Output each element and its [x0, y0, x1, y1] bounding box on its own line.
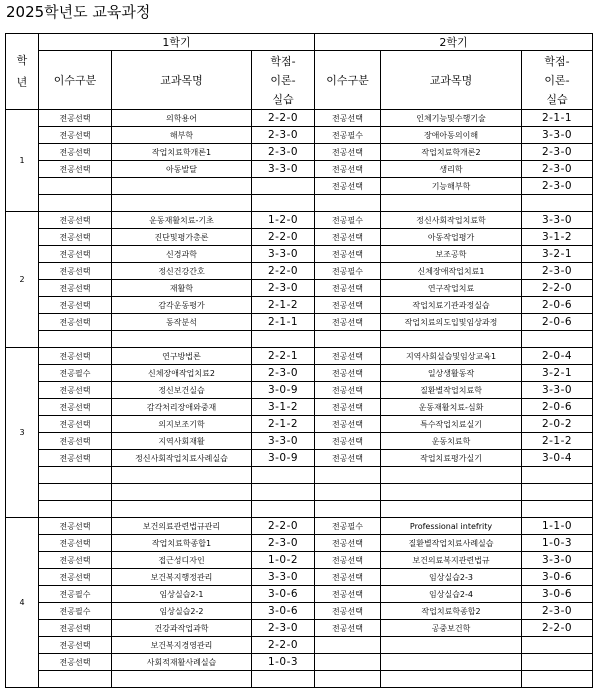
sem2-credit-cell	[522, 484, 593, 501]
table-row	[6, 110, 593, 127]
sem2-credit-cell	[522, 331, 593, 348]
sem2-type-cell: 전공선택	[315, 569, 381, 586]
sem1-type-cell: 전공선택	[39, 314, 112, 331]
sem1-type-cell: 전공선택	[39, 518, 112, 535]
sem2-credit-cell: 3-0-4	[522, 450, 593, 467]
sem1-credit-cell	[252, 195, 315, 212]
sem1-course-cell: 감각처리장애와중재	[112, 399, 252, 416]
sem1-type-cell: 전공선택	[39, 399, 112, 416]
sem1-credit-cell: 2-2-0	[252, 518, 315, 535]
sem1-type-cell	[39, 501, 112, 518]
sem2-course-cell: 작업치료학개론2	[381, 144, 522, 161]
sem2-course-cell: 정신사회작업치료학	[381, 212, 522, 229]
sem1-type-cell: 전공선택	[39, 246, 112, 263]
sem2-course-cell	[381, 484, 522, 501]
sem1-type-cell	[39, 484, 112, 501]
sem2-type-cell: 전공선택	[315, 450, 381, 467]
sem2-course-cell: 보조공학	[381, 246, 522, 263]
sem1-course-cell: 운동재활치료-기초	[112, 212, 252, 229]
year-cell: 4	[6, 518, 39, 688]
sem2-course-cell: 연구작업치료	[381, 280, 522, 297]
sem2-type-cell: 전공선택	[315, 297, 381, 314]
sem2-credit-cell: 2-1-2	[522, 433, 593, 450]
sem2-type-cell: 전공선택	[315, 246, 381, 263]
sem2-course-cell	[381, 637, 522, 654]
sem2-type-cell	[315, 331, 381, 348]
sem2-credit-cell	[522, 501, 593, 518]
sem1-credit-cell	[252, 501, 315, 518]
sem2-credit-cell: 3-0-6	[522, 569, 593, 586]
sem2-credit-cell: 2-0-6	[522, 314, 593, 331]
table-row	[6, 586, 593, 603]
sem1-credit-cell: 2-3-0	[252, 365, 315, 382]
sem2-type-cell: 전공선택	[315, 229, 381, 246]
table-row	[6, 127, 593, 144]
sem1-type-cell: 전공필수	[39, 365, 112, 382]
sem2-credit-cell: 1-0-3	[522, 535, 593, 552]
semester2-header: 2학기	[315, 34, 593, 51]
sem2-course-cell: 작업치료기관과정실습	[381, 297, 522, 314]
table-row	[6, 297, 593, 314]
sem1-credit-cell: 2-2-0	[252, 110, 315, 127]
table-row	[6, 654, 593, 671]
sem1-course-cell: 정신사회작업치료사례실습	[112, 450, 252, 467]
sem2-credit-cell: 3-3-0	[522, 552, 593, 569]
table-row	[6, 331, 593, 348]
sem1-type-cell: 전공선택	[39, 212, 112, 229]
sem2-type-cell: 전공필수	[315, 127, 381, 144]
table-row	[6, 314, 593, 331]
sem2-type-cell: 전공선택	[315, 416, 381, 433]
sem2-course-cell	[381, 654, 522, 671]
sem1-type-cell: 전공필수	[39, 586, 112, 603]
sem2-type-cell: 전공선택	[315, 161, 381, 178]
table-row	[6, 365, 593, 382]
sem1-course-cell: 보건복지행정관리	[112, 569, 252, 586]
sem1-credit-header: 학점- 이론- 실습	[252, 51, 315, 110]
sem2-type-cell	[315, 501, 381, 518]
sem1-course-cell: 작업치료학종합1	[112, 535, 252, 552]
page-title: 2025학년도 교육과정	[6, 3, 151, 21]
table-row	[6, 569, 593, 586]
sem2-course-cell: 임상실습2-3	[381, 569, 522, 586]
sem2-type-cell: 전공필수	[315, 212, 381, 229]
sem1-course-cell: 동작분석	[112, 314, 252, 331]
sem2-credit-cell: 2-1-1	[522, 110, 593, 127]
sem1-credit-cell	[252, 178, 315, 195]
sem2-credit-cell	[522, 467, 593, 484]
sem2-course-cell: 작업치료의도입및임상과정	[381, 314, 522, 331]
sem1-credit-cell: 2-1-1	[252, 314, 315, 331]
sem2-credit-cell: 2-0-4	[522, 348, 593, 365]
sem1-credit-cell: 2-3-0	[252, 620, 315, 637]
sem1-course-cell	[112, 467, 252, 484]
table-row	[6, 416, 593, 433]
sem1-credit-cell	[252, 484, 315, 501]
year-header: 학 년	[6, 34, 39, 110]
sem1-credit-cell: 2-2-0	[252, 637, 315, 654]
sem1-type-cell: 전공선택	[39, 144, 112, 161]
sem2-credit-cell: 2-3-0	[522, 263, 593, 280]
sem2-type-cell: 전공선택	[315, 144, 381, 161]
curriculum-body	[6, 110, 593, 688]
table-row	[6, 263, 593, 280]
sem2-credit-cell: 3-3-0	[522, 382, 593, 399]
sem1-type-cell	[39, 178, 112, 195]
sem1-credit-cell: 3-0-9	[252, 382, 315, 399]
sem2-type-cell: 전공선택	[315, 399, 381, 416]
sem2-credit-cell: 2-3-0	[522, 178, 593, 195]
sem1-credit-cell: 2-1-2	[252, 416, 315, 433]
sem2-type-cell: 전공선택	[315, 178, 381, 195]
sem2-course-cell: 신체장애작업치료1	[381, 263, 522, 280]
sem2-type-cell	[315, 195, 381, 212]
sem2-type-cell: 전공선택	[315, 382, 381, 399]
sem1-credit-cell	[252, 467, 315, 484]
sem1-course-cell: 정신보건실습	[112, 382, 252, 399]
sem1-type-cell: 전공선택	[39, 552, 112, 569]
sem1-type-cell: 전공선택	[39, 110, 112, 127]
sem1-type-cell: 전공선택	[39, 263, 112, 280]
sem1-credit-cell: 3-3-0	[252, 161, 315, 178]
sem2-type-cell: 전공선택	[315, 110, 381, 127]
sem1-course-cell: 접근성디자인	[112, 552, 252, 569]
sem1-course-cell: 재활학	[112, 280, 252, 297]
sem1-credit-cell: 3-0-9	[252, 450, 315, 467]
sem2-credit-cell	[522, 195, 593, 212]
sem1-credit-cell: 2-3-0	[252, 535, 315, 552]
sem1-credit-cell: 2-2-0	[252, 263, 315, 280]
sem2-course-cell: 지역사회실습및임상교육1	[381, 348, 522, 365]
sem2-course-cell: 임상실습2-4	[381, 586, 522, 603]
table-row	[6, 450, 593, 467]
sem1-course-cell: 사회적재활사례실습	[112, 654, 252, 671]
sem1-credit-cell: 1-0-2	[252, 552, 315, 569]
sem2-credit-cell	[522, 654, 593, 671]
year-cell: 1	[6, 110, 39, 212]
sem2-type-cell: 전공필수	[315, 263, 381, 280]
sem1-type-cell: 전공선택	[39, 569, 112, 586]
sem2-type-cell: 전공선택	[315, 433, 381, 450]
sem2-credit-cell: 2-2-0	[522, 620, 593, 637]
table-row	[6, 603, 593, 620]
table-row	[6, 161, 593, 178]
sem2-course-cell: 일상생활동작	[381, 365, 522, 382]
sem2-type-cell: 전공선택	[315, 586, 381, 603]
sem2-type-cell	[315, 654, 381, 671]
sem2-course-cell: 질환별작업치료학	[381, 382, 522, 399]
sem1-course-cell: 보건의료관련법규관리	[112, 518, 252, 535]
sem1-type-cell: 전공선택	[39, 433, 112, 450]
sem2-course-cell	[381, 467, 522, 484]
sem1-course-cell: 감각운동평가	[112, 297, 252, 314]
table-row	[6, 467, 593, 484]
sem2-course-header: 교과목명	[381, 51, 522, 110]
sem1-type-cell	[39, 671, 112, 688]
sem1-credit-cell: 3-1-2	[252, 399, 315, 416]
sem2-type-cell: 전공선택	[315, 348, 381, 365]
sem2-credit-cell: 3-3-0	[522, 127, 593, 144]
year-cell: 2	[6, 212, 39, 348]
sem2-course-cell	[381, 671, 522, 688]
sem2-course-cell: 특수작업치료실기	[381, 416, 522, 433]
table-row	[6, 535, 593, 552]
sem1-course-cell	[112, 484, 252, 501]
table-row	[6, 178, 593, 195]
table-row	[6, 637, 593, 654]
sem1-course-cell: 임상실습2-2	[112, 603, 252, 620]
table-row	[6, 484, 593, 501]
sem2-course-cell: 질환별작업치료사례실습	[381, 535, 522, 552]
sem2-type-cell: 전공선택	[315, 603, 381, 620]
sem1-course-cell: 신체장애작업치료2	[112, 365, 252, 382]
sem2-credit-cell	[522, 637, 593, 654]
sem1-type-cell: 전공선택	[39, 637, 112, 654]
sem1-type-cell: 전공선택	[39, 620, 112, 637]
sem2-type-cell	[315, 637, 381, 654]
sem1-course-cell: 해부학	[112, 127, 252, 144]
sem1-credit-cell: 3-3-0	[252, 433, 315, 450]
sem1-course-cell: 건강과작업과학	[112, 620, 252, 637]
sem2-credit-cell	[522, 671, 593, 688]
sem1-type-cell: 전공선택	[39, 654, 112, 671]
sem2-course-cell	[381, 501, 522, 518]
sem2-course-cell: 인체기능및수행기술	[381, 110, 522, 127]
sem1-credit-cell	[252, 331, 315, 348]
sem2-type-cell: 전공필수	[315, 518, 381, 535]
sem1-type-cell: 전공선택	[39, 127, 112, 144]
table-row	[6, 229, 593, 246]
sem2-credit-cell: 2-3-0	[522, 161, 593, 178]
sem2-credit-cell: 3-1-2	[522, 229, 593, 246]
sem1-type-cell: 전공선택	[39, 280, 112, 297]
sem1-credit-cell: 2-1-2	[252, 297, 315, 314]
sem1-credit-cell: 2-2-1	[252, 348, 315, 365]
sem2-credit-cell: 3-2-1	[522, 365, 593, 382]
sem2-credit-cell: 2-0-2	[522, 416, 593, 433]
table-row	[6, 348, 593, 365]
sem1-type-cell: 전공선택	[39, 297, 112, 314]
sem2-course-cell: Professional intefrity	[381, 518, 522, 535]
sem1-course-cell	[112, 501, 252, 518]
sem2-course-cell: 운동치료학	[381, 433, 522, 450]
sem2-course-cell: 작업치료평가실기	[381, 450, 522, 467]
sem2-type-header: 이수구분	[315, 51, 381, 110]
sem2-credit-cell: 2-3-0	[522, 603, 593, 620]
table-row	[6, 280, 593, 297]
sem2-type-cell: 전공선택	[315, 552, 381, 569]
sem1-course-cell: 의지보조기학	[112, 416, 252, 433]
curriculum-table	[5, 33, 593, 688]
sem2-course-cell: 보건의료복지관련법규	[381, 552, 522, 569]
sem2-course-cell: 생리학	[381, 161, 522, 178]
sem2-course-cell: 공중보건학	[381, 620, 522, 637]
year-cell: 3	[6, 348, 39, 518]
sem1-credit-cell: 2-3-0	[252, 144, 315, 161]
sem1-credit-cell: 2-3-0	[252, 280, 315, 297]
sem2-type-cell: 전공선택	[315, 314, 381, 331]
sem1-credit-cell: 1-0-3	[252, 654, 315, 671]
table-row	[6, 501, 593, 518]
sem1-course-cell	[112, 178, 252, 195]
sem1-course-cell: 아동발달	[112, 161, 252, 178]
sem1-type-cell: 전공선택	[39, 229, 112, 246]
table-row	[6, 518, 593, 535]
sem2-type-cell	[315, 484, 381, 501]
table-row	[6, 620, 593, 637]
sem1-type-cell	[39, 467, 112, 484]
sem1-type-cell: 전공선택	[39, 382, 112, 399]
sem2-credit-cell: 2-2-0	[522, 280, 593, 297]
sem2-course-cell	[381, 195, 522, 212]
sem2-type-cell: 전공선택	[315, 535, 381, 552]
sem2-credit-cell: 3-2-1	[522, 246, 593, 263]
sem1-credit-cell: 2-2-0	[252, 229, 315, 246]
table-row	[6, 671, 593, 688]
sem1-course-cell: 보건복지경영관리	[112, 637, 252, 654]
sem1-course-cell: 지역사회재활	[112, 433, 252, 450]
sem2-course-cell: 아동작업평가	[381, 229, 522, 246]
semester1-header: 1학기	[39, 34, 315, 51]
sem1-credit-cell: 1-2-0	[252, 212, 315, 229]
sem1-credit-cell: 3-0-6	[252, 603, 315, 620]
sem1-type-cell	[39, 195, 112, 212]
sem1-type-cell: 전공선택	[39, 535, 112, 552]
sem2-type-cell: 전공선택	[315, 280, 381, 297]
sem1-course-cell: 신경과학	[112, 246, 252, 263]
sem1-type-cell: 전공선택	[39, 416, 112, 433]
sem1-course-cell	[112, 195, 252, 212]
sem2-type-cell: 전공선택	[315, 365, 381, 382]
sem1-credit-cell: 3-3-0	[252, 246, 315, 263]
sem2-type-cell	[315, 467, 381, 484]
table-row	[6, 382, 593, 399]
sem1-type-cell: 전공필수	[39, 603, 112, 620]
sem2-type-cell: 전공선택	[315, 620, 381, 637]
sem1-course-cell: 정신건강간호	[112, 263, 252, 280]
table-row	[6, 144, 593, 161]
table-row	[6, 195, 593, 212]
sem2-course-cell: 작업치료학종합2	[381, 603, 522, 620]
sem1-type-header: 이수구분	[39, 51, 112, 110]
sem1-course-cell: 연구방법론	[112, 348, 252, 365]
sem1-credit-cell: 3-0-6	[252, 586, 315, 603]
sem1-course-cell: 의학용어	[112, 110, 252, 127]
table-row	[6, 399, 593, 416]
sem1-type-cell	[39, 331, 112, 348]
sem1-credit-cell: 3-3-0	[252, 569, 315, 586]
sem2-credit-cell: 3-0-6	[522, 586, 593, 603]
sem2-course-cell: 운동재활치료-심화	[381, 399, 522, 416]
table-row	[6, 433, 593, 450]
sem2-course-cell: 기능해부학	[381, 178, 522, 195]
sem1-type-cell: 전공선택	[39, 348, 112, 365]
sem2-credit-cell: 3-3-0	[522, 212, 593, 229]
sem1-course-cell	[112, 331, 252, 348]
sem2-credit-cell: 2-0-6	[522, 399, 593, 416]
sem2-credit-header: 학점- 이론- 실습	[522, 51, 593, 110]
sem1-course-cell	[112, 671, 252, 688]
sem2-type-cell	[315, 671, 381, 688]
sem2-course-cell: 장애아동의이해	[381, 127, 522, 144]
sem1-course-cell: 진단및평가총론	[112, 229, 252, 246]
sem1-type-cell: 전공선택	[39, 161, 112, 178]
sem2-credit-cell: 2-3-0	[522, 144, 593, 161]
sem1-credit-cell	[252, 671, 315, 688]
sem1-course-header: 교과목명	[112, 51, 252, 110]
sem1-credit-cell: 2-3-0	[252, 127, 315, 144]
sem1-course-cell: 작업치료학개론1	[112, 144, 252, 161]
sem1-course-cell: 임상실습2-1	[112, 586, 252, 603]
sem2-credit-cell: 2-0-6	[522, 297, 593, 314]
table-row	[6, 246, 593, 263]
table-row	[6, 212, 593, 229]
table-row	[6, 552, 593, 569]
sem1-type-cell: 전공선택	[39, 450, 112, 467]
sem2-credit-cell: 1-1-0	[522, 518, 593, 535]
sem2-course-cell	[381, 331, 522, 348]
